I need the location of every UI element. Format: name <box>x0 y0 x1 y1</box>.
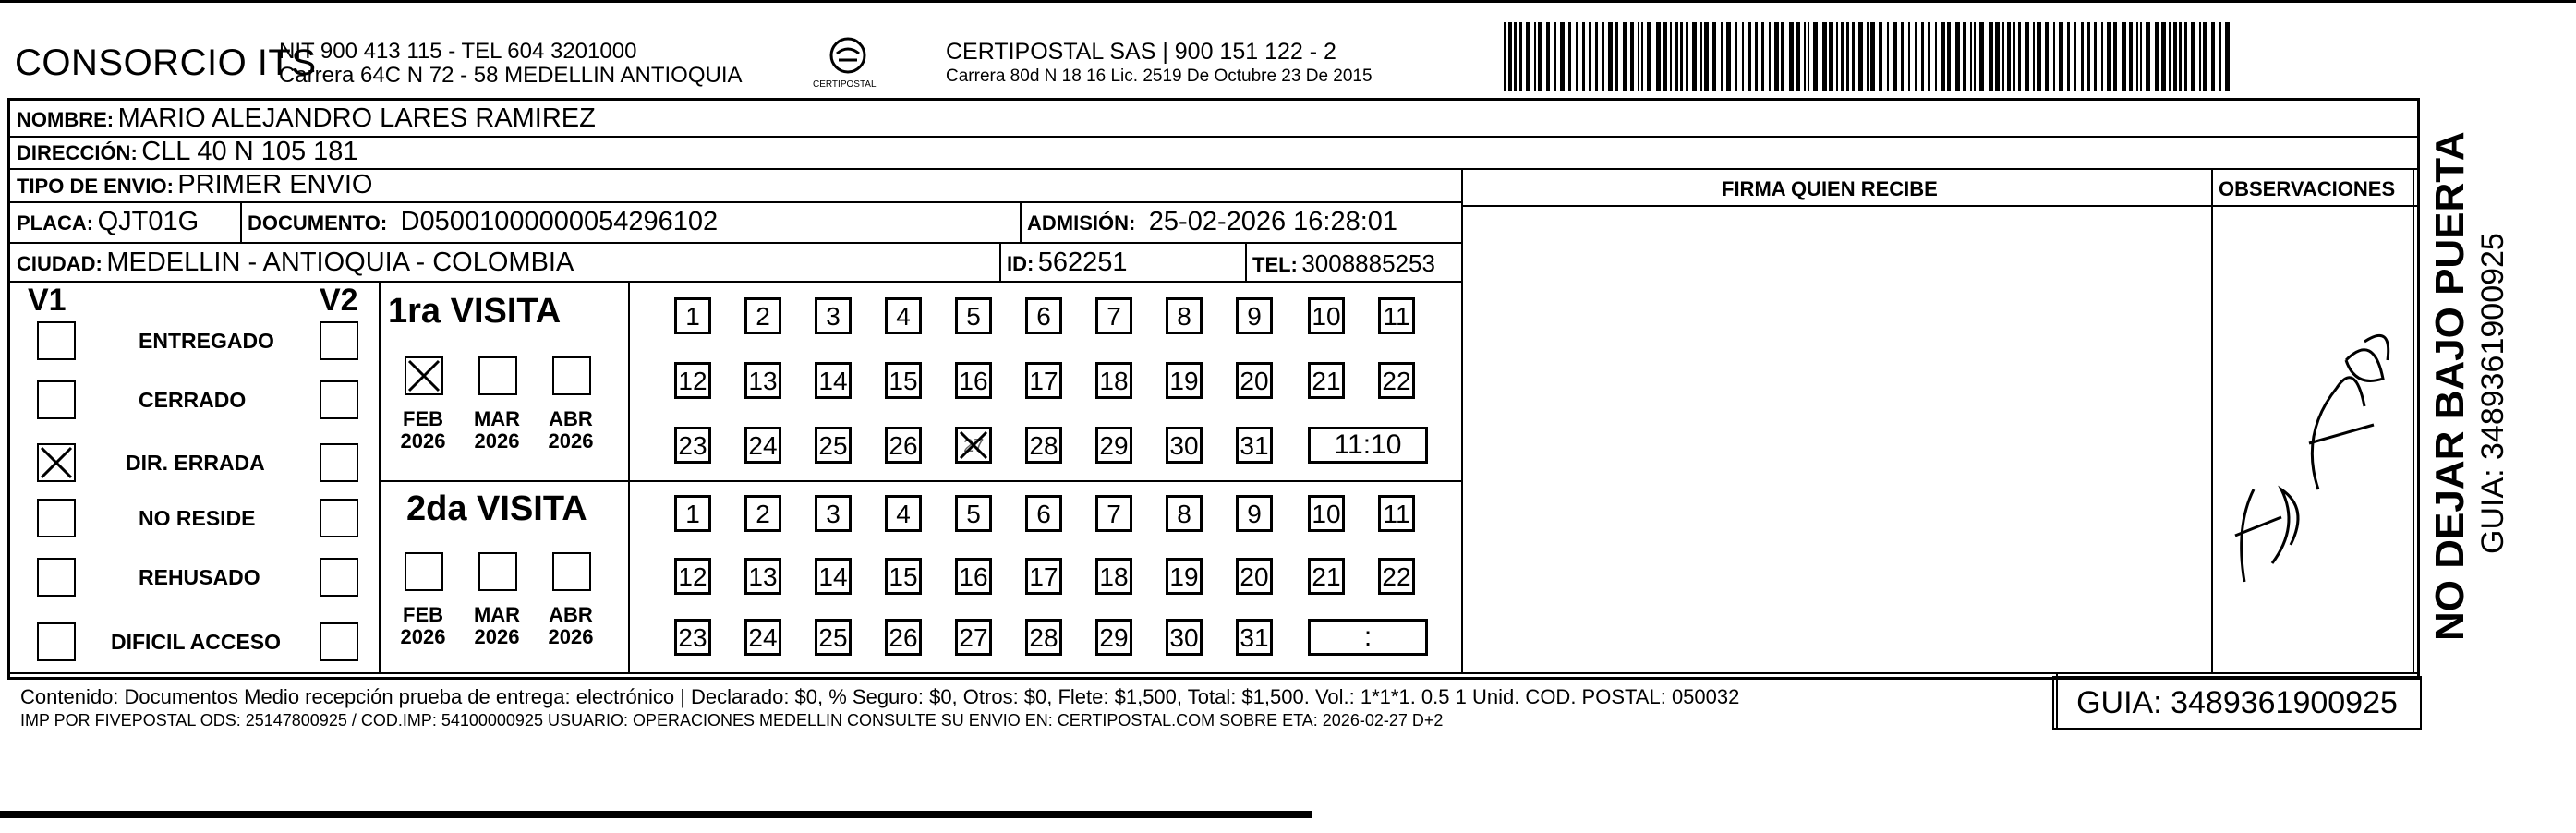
v1-checkbox[interactable] <box>37 380 76 419</box>
v2-checkbox[interactable] <box>320 622 358 661</box>
id-value: 562251 <box>1037 247 1128 277</box>
month-checkbox[interactable] <box>405 552 443 591</box>
barcode-bar <box>1963 22 1966 91</box>
nombre-row <box>17 103 596 134</box>
month-label <box>469 408 525 453</box>
day-box[interactable]: 14 <box>815 362 852 399</box>
rule <box>2211 168 2213 672</box>
admision-value: 25-02-2026 16:28:01 <box>1148 207 1398 236</box>
barcode-bar <box>1761 22 1764 91</box>
barcode-bar <box>2101 22 2103 91</box>
day-box[interactable]: 22 <box>1378 362 1415 399</box>
barcode-bar <box>1974 22 1976 91</box>
rule <box>9 281 1461 283</box>
day-box[interactable]: 31 <box>1236 619 1273 656</box>
barcode-bar <box>1995 22 2000 91</box>
barcode-bar <box>1615 22 1618 91</box>
barcode-bar <box>1989 22 1993 91</box>
month-checkbox[interactable] <box>405 356 443 395</box>
barcode-bar <box>1808 22 1809 91</box>
barcode-bar <box>2161 22 2166 91</box>
month-year: 2026 <box>400 625 446 648</box>
barcode-bar <box>1901 22 1904 91</box>
barcode-bar <box>2013 22 2015 91</box>
barcode-bar <box>1589 22 1591 91</box>
crossed-day-number: 27 <box>963 436 985 456</box>
barcode-bar <box>2002 22 2004 91</box>
status-label: CERRADO <box>139 388 247 412</box>
visit1-title: 1ra VISITA <box>388 292 562 331</box>
rule <box>1461 205 2420 207</box>
guia-box: GUIA: 3489361900925 <box>2052 676 2422 730</box>
direccion-value: CLL 40 N 105 181 <box>141 137 358 166</box>
month-year: 2026 <box>548 429 594 453</box>
v2-checkbox[interactable] <box>320 443 358 482</box>
side-guia-number: GUIA: 3489361900925 <box>2475 233 2510 554</box>
day-box[interactable]: 30 <box>1166 619 1203 656</box>
status-label: REHUSADO <box>139 565 260 589</box>
barcode-bar <box>1602 22 1604 91</box>
barcode-bar <box>1560 22 1565 91</box>
barcode-bar <box>2169 22 2171 91</box>
day-box[interactable]: 13 <box>744 558 781 595</box>
day-box[interactable]: 17 <box>1025 362 1062 399</box>
day-box[interactable]: 8 <box>1166 495 1203 532</box>
barcode-bar <box>2094 22 2097 91</box>
day-box[interactable]: 9 <box>1236 297 1273 334</box>
day-box[interactable]: 18 <box>1095 558 1132 595</box>
x-mark-icon <box>39 445 74 480</box>
barcode-bar <box>1841 22 1844 91</box>
admision-label: ADMISIÓN: <box>1027 211 1136 235</box>
month-name: MAR <box>473 603 521 626</box>
status-label: ENTREGADO <box>139 329 274 353</box>
v1-checkbox[interactable] <box>37 321 76 360</box>
barcode-bar <box>2025 22 2029 91</box>
barcode-bar <box>1748 22 1751 91</box>
day-box[interactable]: 25 <box>815 427 852 464</box>
day-box[interactable]: 11 <box>1378 297 1415 334</box>
month-checkbox[interactable] <box>478 356 517 395</box>
day-box[interactable]: 26 <box>885 427 922 464</box>
day-box[interactable]: 12 <box>674 558 711 595</box>
rule <box>379 281 381 672</box>
time-box[interactable]: 11:10 <box>1308 427 1428 464</box>
barcode-bar <box>1538 22 1542 91</box>
ciudad-label: CIUDAD: <box>17 252 103 275</box>
v1-checkbox[interactable] <box>37 499 76 537</box>
barcode-bar <box>2074 22 2076 91</box>
barcode-bar <box>2113 22 2117 91</box>
day-box[interactable]: 6 <box>1025 495 1062 532</box>
certipostal-logo-icon <box>826 35 870 79</box>
barcode-bar <box>1955 22 1960 91</box>
month-name: FEB <box>403 407 443 430</box>
month-year: 2026 <box>474 429 520 453</box>
nombre-value: MARIO ALEJANDRO LARES RAMIREZ <box>117 103 596 133</box>
rule <box>9 136 2420 138</box>
rule <box>1020 201 1022 242</box>
day-box[interactable]: 21 <box>1308 558 1345 595</box>
company-nit-line: NIT 900 413 115 - TEL 604 3201000 <box>279 39 637 64</box>
day-box[interactable]: 1 <box>674 297 711 334</box>
tipo-envio-label: TIPO DE ENVIO: <box>17 175 174 198</box>
day-box[interactable]: 8 <box>1166 297 1203 334</box>
day-box[interactable]: 3 <box>815 297 852 334</box>
day-box[interactable]: 21 <box>1308 362 1345 399</box>
month-name: ABR <box>549 407 593 430</box>
day-box[interactable]: 7 <box>1095 495 1132 532</box>
barcode-bar <box>1813 22 1818 91</box>
barcode-bar <box>1641 22 1643 91</box>
barcode-bar <box>1893 22 1897 91</box>
barcode-bar <box>2087 22 2090 91</box>
courier-name-line: CERTIPOSTAL SAS | 900 151 122 - 2 <box>946 39 1336 65</box>
barcode-bar <box>1804 22 1806 91</box>
barcode-bar <box>1852 22 1855 91</box>
day-box[interactable]: 4 <box>885 297 922 334</box>
placa-label: PLACA: <box>17 211 94 235</box>
barcode-bar <box>1526 22 1530 91</box>
barcode-bar <box>1692 22 1697 91</box>
month-name: ABR <box>549 603 593 626</box>
month-label <box>543 408 599 453</box>
barcode-bar <box>2225 22 2230 91</box>
placa-cell <box>17 207 199 237</box>
day-box[interactable]: 10 <box>1308 297 1345 334</box>
day-box[interactable]: 24 <box>744 619 781 656</box>
day-box[interactable]: 4 <box>885 495 922 532</box>
barcode-bar <box>1796 22 1800 91</box>
day-box[interactable]: 16 <box>955 362 992 399</box>
no-dejar-bajo-puerta-warning: NO DEJAR BAJO PUERTA <box>2427 131 2473 641</box>
day-box[interactable]: 30 <box>1166 427 1203 464</box>
barcode-bar <box>2037 22 2041 91</box>
barcode-bar <box>2053 22 2055 91</box>
day-box[interactable]: 13 <box>744 362 781 399</box>
barcode-bar <box>1700 22 1702 91</box>
month-checkbox[interactable] <box>552 552 591 591</box>
barcode-bar <box>2045 22 2049 91</box>
company-address-line: Carrera 64C N 72 - 58 MEDELLIN ANTIOQUIA <box>279 63 743 88</box>
barcode-bar <box>1721 22 1723 91</box>
company-name: CONSORCIO ITS <box>15 42 317 83</box>
barcode-bar <box>1704 22 1709 91</box>
rule <box>628 281 630 672</box>
barcode-bar <box>2173 22 2177 91</box>
rule <box>379 480 1461 482</box>
v1-header: V1 <box>28 283 67 318</box>
day-box[interactable]: 11 <box>1378 495 1415 532</box>
admision-cell <box>1027 207 1397 237</box>
barcode-bar <box>1670 22 1672 91</box>
barcode-bar <box>1789 22 1794 91</box>
day-box[interactable]: 16 <box>955 558 992 595</box>
barcode-bar <box>2007 22 2011 91</box>
direccion-label: DIRECCIÓN: <box>17 141 138 164</box>
barcode <box>1504 22 2237 91</box>
rule <box>1245 242 1247 281</box>
scan-edge <box>0 811 1312 818</box>
status-label: DIR. ERRADA <box>126 451 265 475</box>
v2-checkbox[interactable] <box>320 558 358 597</box>
barcode-bar <box>2199 22 2201 91</box>
day-box[interactable]: 28 <box>1025 619 1062 656</box>
x-mark-icon <box>406 358 441 393</box>
tipo-envio-value: PRIMER ENVIO <box>177 170 373 199</box>
barcode-bar <box>2129 22 2133 91</box>
v1-checkbox[interactable] <box>37 443 76 482</box>
day-box[interactable]: 5 <box>955 297 992 334</box>
status-label: DIFICIL ACCESO <box>111 630 282 654</box>
barcode-bar <box>1656 22 1661 91</box>
barcode-bar <box>2081 22 2084 91</box>
barcode-bar <box>1508 22 1512 91</box>
visit2-title: 2da VISITA <box>406 489 587 528</box>
barcode-bar <box>2179 22 2182 91</box>
barcode-bar <box>2067 22 2070 91</box>
nombre-label: NOMBRE: <box>17 108 115 131</box>
firma-column-header: FIRMA QUIEN RECIBE <box>1722 177 1938 200</box>
barcode-bar <box>2140 22 2142 91</box>
rule <box>9 672 2420 674</box>
direccion-row <box>17 137 358 167</box>
status-label: NO RESIDE <box>139 506 256 530</box>
day-box[interactable]: 24 <box>744 427 781 464</box>
ciudad-value: MEDELLIN - ANTIOQUIA - COLOMBIA <box>106 247 574 277</box>
day-box[interactable]: 23 <box>674 427 711 464</box>
barcode-bar <box>2203 22 2207 91</box>
day-box[interactable]: 23 <box>674 619 711 656</box>
barcode-bar <box>1546 22 1550 91</box>
rule <box>9 201 1461 203</box>
tel-value: 3008885253 <box>1301 249 1435 277</box>
month-checkbox[interactable] <box>478 552 517 591</box>
barcode-bar <box>1774 22 1779 91</box>
day-box[interactable]: 20 <box>1236 558 1273 595</box>
barcode-bar <box>1781 22 1784 91</box>
barcode-bar <box>2211 22 2215 91</box>
logo-caption: CERTIPOSTAL <box>813 79 877 90</box>
rule <box>240 201 242 242</box>
month-label <box>543 604 599 648</box>
day-box[interactable]: 6 <box>1025 297 1062 334</box>
barcode-bar <box>2136 22 2138 91</box>
day-box[interactable]: 18 <box>1095 362 1132 399</box>
barcode-bar <box>1836 22 1838 91</box>
day-box[interactable]: 2 <box>744 495 781 532</box>
scan-edge <box>0 0 2576 3</box>
barcode-bar <box>2033 22 2035 91</box>
month-name: MAR <box>473 407 521 430</box>
ciudad-cell <box>17 247 574 278</box>
barcode-bar <box>1769 22 1771 91</box>
month-year: 2026 <box>548 625 594 648</box>
barcode-bar <box>2018 22 2021 91</box>
barcode-bar <box>2191 22 2195 91</box>
day-box[interactable]: 29 <box>1095 427 1132 464</box>
barcode-bar <box>1623 22 1627 91</box>
rule <box>9 242 1461 244</box>
barcode-bar <box>1935 22 1937 91</box>
barcode-bar <box>1870 22 1875 91</box>
barcode-bar <box>1519 22 1522 91</box>
day-box[interactable]: 2 <box>744 297 781 334</box>
barcode-bar <box>1735 22 1737 91</box>
id-cell <box>1007 247 1128 278</box>
barcode-bar <box>1680 22 1683 91</box>
day-box[interactable]: 20 <box>1236 362 1273 399</box>
time-box[interactable]: : <box>1308 619 1428 656</box>
barcode-bar <box>1928 22 1930 91</box>
barcode-bar <box>1582 22 1585 91</box>
day-box[interactable]: 29 <box>1095 619 1132 656</box>
barcode-bar <box>1504 22 1506 91</box>
barcode-bar <box>1970 22 1972 91</box>
barcode-bar <box>1941 22 1945 91</box>
month-label <box>395 408 451 453</box>
barcode-bar <box>2219 22 2221 91</box>
documento-value: D05001000000054296102 <box>400 207 719 236</box>
v2-header: V2 <box>320 283 358 318</box>
barcode-bar <box>2184 22 2187 91</box>
barcode-bar <box>1595 22 1598 91</box>
documento-label: DOCUMENTO: <box>248 211 388 235</box>
v1-checkbox[interactable] <box>37 558 76 597</box>
tipo-envio-row <box>17 170 372 200</box>
barcode-bar <box>1534 22 1536 91</box>
documento-cell <box>248 207 718 237</box>
barcode-bar <box>1647 22 1651 91</box>
footer-print-line: IMP POR FIVEPOSTAL ODS: 25147800925 / COD.IMP: 54100000925 USUARIO: OPERACIONES MEDELLIN CONSULTE SU ENVIO EN: CERTIPOSTAL.COM SOBRE ETA: 2026-02-27 D+2 <box>20 711 1444 730</box>
barcode-bar <box>1514 22 1517 91</box>
tel-cell <box>1252 249 1435 278</box>
barcode-bar <box>1675 22 1678 91</box>
barcode-bar <box>1726 22 1731 91</box>
day-box[interactable]: 26 <box>885 619 922 656</box>
month-label <box>469 604 525 648</box>
day-box[interactable]: 28 <box>1025 427 1062 464</box>
day-box[interactable]: 5 <box>955 495 992 532</box>
barcode-bar <box>1887 22 1889 91</box>
barcode-bar <box>1568 22 1571 91</box>
placa-value: QJT01G <box>97 207 200 236</box>
tel-label: TEL: <box>1252 253 1298 276</box>
day-box[interactable]: 9 <box>1236 495 1273 532</box>
day-box[interactable]: 19 <box>1166 362 1203 399</box>
month-label <box>395 604 451 648</box>
day-box[interactable]: 12 <box>674 362 711 399</box>
barcode-bar <box>1638 22 1639 91</box>
barcode-bar <box>1915 22 1917 91</box>
handwritten-signature <box>2217 305 2401 600</box>
barcode-bar <box>1979 22 1984 91</box>
day-box[interactable]: 15 <box>885 558 922 595</box>
month-checkbox[interactable] <box>552 356 591 395</box>
barcode-bar <box>1829 22 1833 91</box>
day-box[interactable]: 22 <box>1378 558 1415 595</box>
day-box[interactable]: 31 <box>1236 427 1273 464</box>
barcode-bar <box>1846 22 1849 91</box>
month-name: FEB <box>403 603 443 626</box>
month-year: 2026 <box>400 429 446 453</box>
rule <box>2413 168 2414 672</box>
barcode-bar <box>1608 22 1613 91</box>
barcode-bar <box>1742 22 1744 91</box>
barcode-bar <box>1663 22 1667 91</box>
day-box[interactable]: 3 <box>815 495 852 532</box>
barcode-bar <box>1576 22 1578 91</box>
v2-checkbox[interactable] <box>320 380 358 419</box>
barcode-bar <box>2146 22 2150 91</box>
barcode-bar <box>1858 22 1863 91</box>
rule <box>999 242 1001 281</box>
barcode-bar <box>2122 22 2126 91</box>
day-box[interactable]: 15 <box>885 362 922 399</box>
barcode-bar <box>1686 22 1688 91</box>
barcode-bar <box>1755 22 1758 91</box>
observaciones-column-header: OBSERVACIONES <box>2219 177 2396 200</box>
barcode-bar <box>1879 22 1882 91</box>
day-box[interactable]: 27 <box>955 619 992 656</box>
footer-contents-line: Contenido: Documentos Medio recepción prueba de entrega: electrónico | Declarado: $0, % Seguro: $0, Otros: $0, Flete: $1,500, Total: $1,500. Vol.: 1*1*1. 0.5 1 Unid. COD. POSTAL: 050032 <box>20 685 1740 708</box>
day-box[interactable]: 17 <box>1025 558 1062 595</box>
barcode-bar <box>2155 22 2159 91</box>
barcode-bar <box>1867 22 1869 91</box>
v2-checkbox[interactable] <box>320 321 358 360</box>
month-year: 2026 <box>474 625 520 648</box>
barcode-bar <box>2107 22 2111 91</box>
day-box[interactable]: 7 <box>1095 297 1132 334</box>
barcode-bar <box>1822 22 1827 91</box>
barcode-bar <box>1921 22 1924 91</box>
day-box[interactable]: 25 <box>815 619 852 656</box>
rule <box>1461 168 1463 672</box>
v1-checkbox[interactable] <box>37 622 76 661</box>
v2-checkbox[interactable] <box>320 499 358 537</box>
day-box[interactable]: 10 <box>1308 495 1345 532</box>
barcode-bar <box>1908 22 1910 91</box>
day-box[interactable]: 14 <box>815 558 852 595</box>
barcode-bar <box>1712 22 1716 91</box>
barcode-bar <box>2059 22 2063 91</box>
id-label: ID: <box>1007 252 1034 275</box>
day-box[interactable]: 1 <box>674 495 711 532</box>
barcode-bar <box>1630 22 1634 91</box>
courier-license-line: Carrera 80d N 18 16 Lic. 2519 De Octubre 23 De 2015 <box>946 66 1373 86</box>
day-box[interactable]: 19 <box>1166 558 1203 595</box>
barcode-bar <box>1554 22 1556 91</box>
barcode-bar <box>1947 22 1951 91</box>
day-box[interactable] <box>955 427 992 464</box>
